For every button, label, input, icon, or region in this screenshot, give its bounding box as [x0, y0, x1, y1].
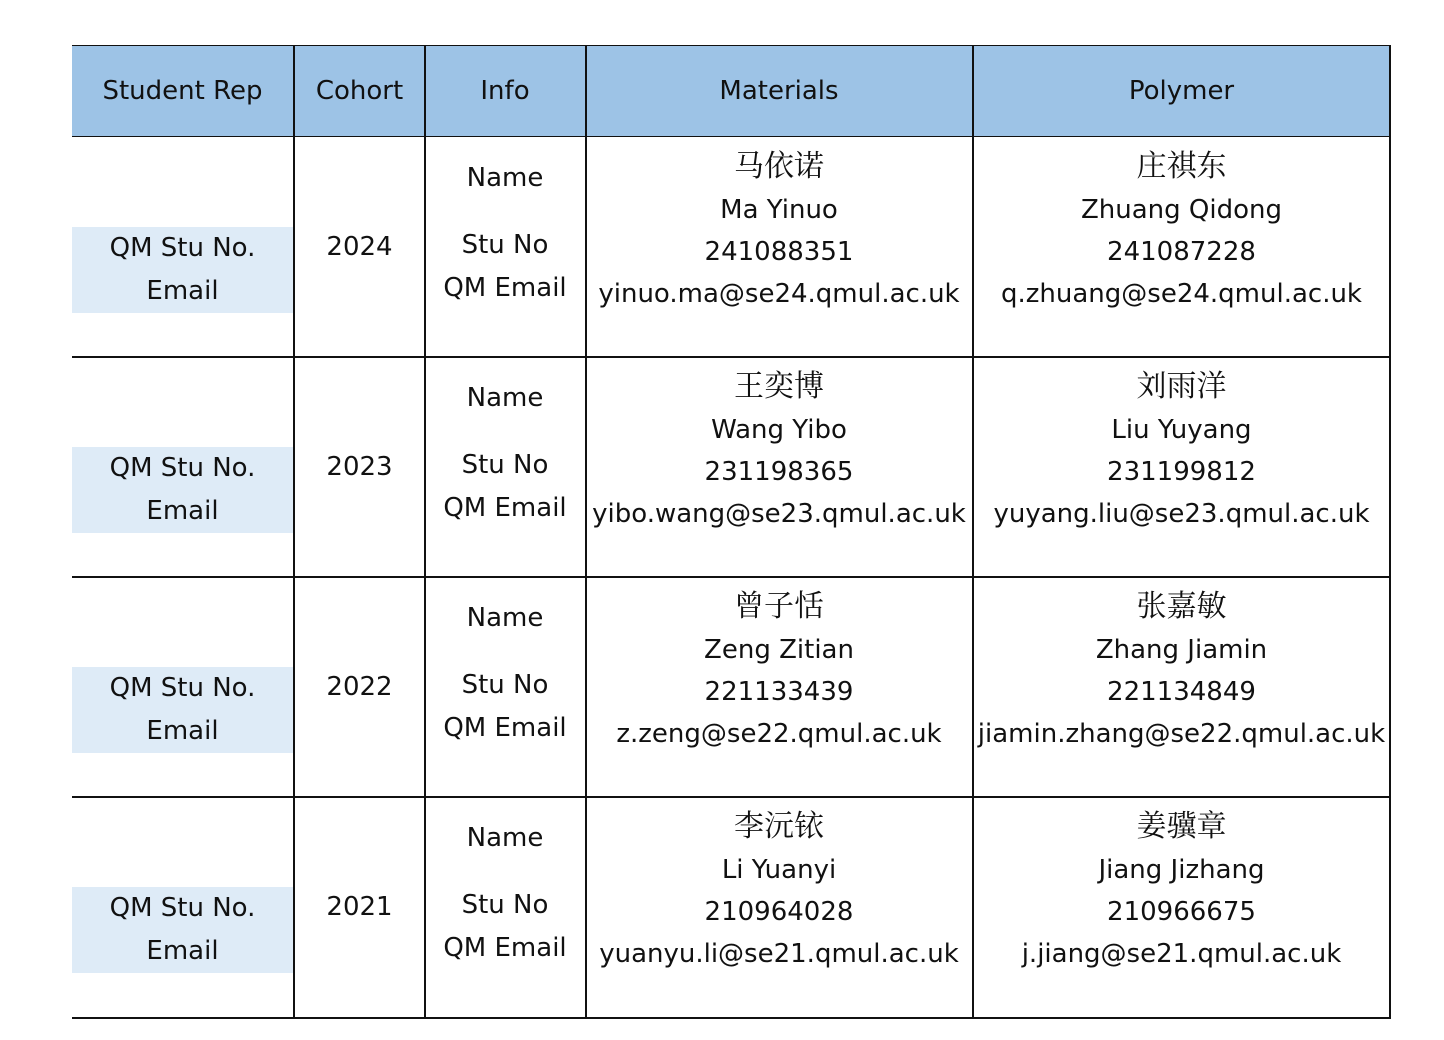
info-label-email: QM Email	[443, 273, 567, 303]
info-label-name: Name	[466, 823, 544, 853]
materials-stu-no: 241088351	[704, 237, 854, 267]
student-rep-cell	[72, 227, 293, 313]
materials-rep	[586, 805, 972, 975]
materials-rep	[586, 585, 972, 755]
polymer-email[interactable]: q.zhuang@se24.qmul.ac.uk	[1000, 279, 1362, 309]
info-label-email: QM Email	[443, 493, 567, 523]
column-divider	[585, 45, 587, 1019]
info-label-name: Name	[466, 603, 544, 633]
polymer-stu-no: 241087228	[1107, 237, 1256, 267]
column-divider	[1389, 45, 1391, 1019]
student-rep-table	[72, 45, 1390, 1019]
table-row	[72, 137, 1390, 357]
cohort-year: 2023	[326, 452, 393, 482]
materials-name-en: Wang Yibo	[711, 415, 847, 445]
rep-label-stu-no: QM Stu No.	[109, 453, 256, 483]
rep-label-email: Email	[146, 276, 219, 306]
column-divider	[293, 45, 295, 1019]
polymer-name-cn: 刘雨洋	[1136, 369, 1227, 404]
column-divider	[972, 45, 974, 1019]
materials-name-en: Zeng Zitian	[704, 635, 854, 665]
materials-rep	[586, 145, 972, 315]
table-row	[72, 797, 1390, 1017]
polymer-name-en: Zhang Jiamin	[1095, 635, 1268, 665]
cohort-year: 2024	[326, 232, 393, 262]
header-info: Info	[480, 76, 530, 106]
row-divider	[72, 576, 1390, 578]
info-label-stu-no: Stu No	[461, 450, 549, 480]
row-divider	[72, 1017, 1390, 1019]
materials-name-cn: 王奕博	[734, 369, 824, 404]
rep-label-email: Email	[146, 716, 219, 746]
cohort-year: 2022	[326, 672, 393, 702]
polymer-rep	[973, 585, 1390, 755]
row-divider	[72, 796, 1390, 798]
info-label-email: QM Email	[443, 713, 567, 743]
polymer-email[interactable]: yuyang.liu@se23.qmul.ac.uk	[993, 499, 1370, 529]
column-divider	[424, 45, 426, 1019]
polymer-name-cn: 姜骥章	[1136, 809, 1227, 844]
rep-label-email: Email	[146, 496, 219, 526]
info-label-stu-no: Stu No	[461, 670, 549, 700]
polymer-name-en: Zhuang Qidong	[1080, 195, 1283, 225]
student-rep-cell	[72, 447, 293, 533]
materials-name-cn: 曾子恬	[734, 589, 824, 624]
polymer-rep	[973, 365, 1390, 535]
polymer-name-cn: 张嘉敏	[1136, 589, 1227, 624]
header-student-rep: Student Rep	[102, 76, 263, 106]
rep-label-stu-no: QM Stu No.	[109, 673, 256, 703]
table-row	[72, 577, 1390, 797]
info-label-stu-no: Stu No	[461, 890, 549, 920]
header-polymer: Polymer	[1128, 76, 1235, 106]
materials-email[interactable]: yuanyu.li@se21.qmul.ac.uk	[599, 939, 959, 969]
student-rep-cell	[72, 887, 293, 973]
polymer-stu-no: 221134849	[1107, 677, 1256, 707]
table-header	[72, 45, 1390, 137]
polymer-name-en: Jiang Jizhang	[1098, 855, 1265, 885]
polymer-stu-no: 231199812	[1107, 457, 1256, 487]
polymer-stu-no: 210966675	[1107, 897, 1256, 927]
header-cohort: Cohort	[315, 76, 404, 106]
materials-email[interactable]: yinuo.ma@se24.qmul.ac.uk	[598, 279, 960, 309]
polymer-rep	[973, 805, 1390, 975]
materials-stu-no: 210964028	[704, 897, 854, 927]
rep-label-email: Email	[146, 936, 219, 966]
materials-rep	[586, 365, 972, 535]
info-label-stu-no: Stu No	[461, 230, 549, 260]
rep-label-stu-no: QM Stu No.	[109, 233, 256, 263]
materials-name-en: Ma Yinuo	[720, 195, 838, 225]
row-divider	[72, 356, 1390, 358]
materials-email[interactable]: yibo.wang@se23.qmul.ac.uk	[592, 499, 966, 529]
materials-stu-no: 221133439	[704, 677, 854, 707]
materials-name-cn: 马依诺	[734, 149, 824, 184]
polymer-email[interactable]: jiamin.zhang@se22.qmul.ac.uk	[977, 719, 1386, 749]
rep-label-stu-no: QM Stu No.	[109, 893, 256, 923]
info-label-name: Name	[466, 163, 544, 193]
student-rep-cell	[72, 667, 293, 753]
header-materials: Materials	[719, 76, 839, 106]
info-label-name: Name	[466, 383, 544, 413]
info-label-email: QM Email	[443, 933, 567, 963]
polymer-name-cn: 庄祺东	[1136, 149, 1227, 184]
materials-name-cn: 李沅铱	[734, 809, 824, 844]
materials-email[interactable]: z.zeng@se22.qmul.ac.uk	[616, 719, 942, 749]
polymer-email[interactable]: j.jiang@se21.qmul.ac.uk	[1021, 939, 1342, 969]
table-row	[72, 357, 1390, 577]
materials-name-en: Li Yuanyi	[721, 855, 837, 885]
polymer-rep	[973, 145, 1390, 315]
cohort-year: 2021	[326, 892, 393, 922]
materials-stu-no: 231198365	[704, 457, 854, 487]
polymer-name-en: Liu Yuyang	[1111, 415, 1252, 445]
